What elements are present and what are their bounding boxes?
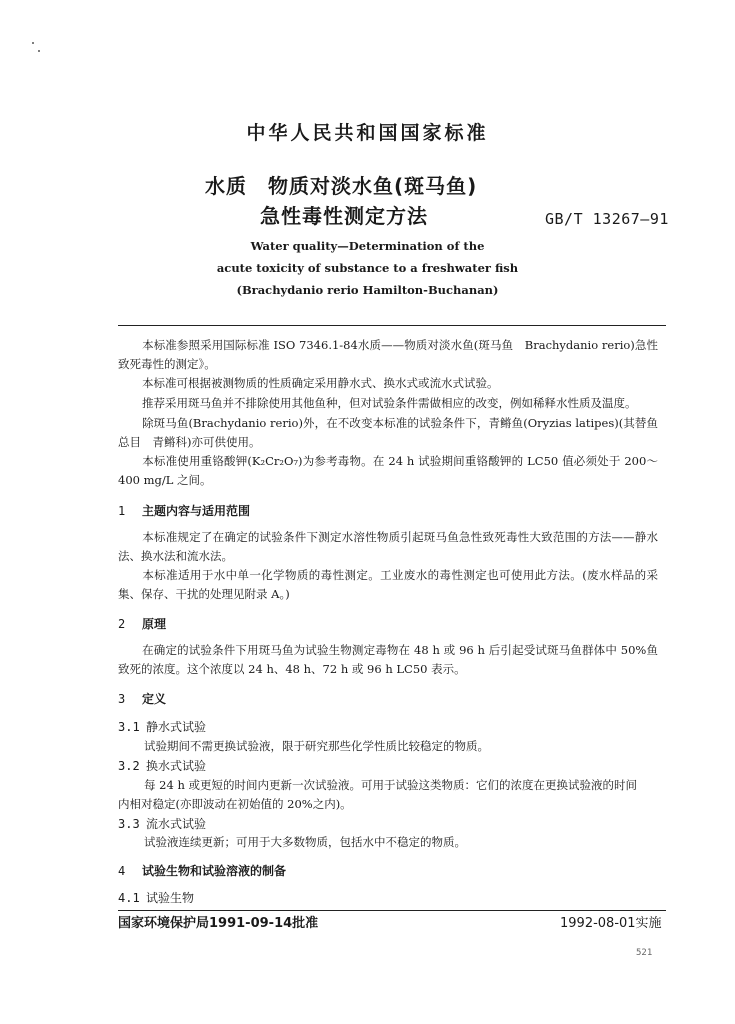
section-1-heading bbox=[118, 502, 250, 519]
section-1-paragraph-1-text: 本标准规定了在确定的试验条件下测定水溶性物质引起斑马鱼急性致死毒性大致范围的方法——静水法、换水法和流水法。 bbox=[118, 530, 658, 563]
subsection-4-1-heading bbox=[118, 889, 194, 906]
country-standard-heading: 中华人民共和国国家标准 bbox=[246, 122, 489, 144]
intro-paragraph-2-text: 本标准可根据被测物质的性质确定采用静水式、换水式或流水式试验。 bbox=[142, 376, 499, 390]
english-title-line-1: Water quality—Determination of the bbox=[250, 239, 485, 253]
english-title-line-2: acute toxicity of substance to a freshwater fish bbox=[216, 261, 519, 275]
title-line-2: 急性毒性测定方法 bbox=[260, 204, 428, 228]
section-1-title: 主题内容与适用范围 bbox=[142, 504, 251, 518]
subsection-3-2-title: 换水式试验 bbox=[146, 759, 207, 773]
subsection-3-1-number: 3.1 bbox=[118, 720, 140, 734]
section-2-heading bbox=[118, 615, 166, 632]
subsection-3-1-title: 静水式试验 bbox=[146, 720, 207, 734]
standard-number: GB/T 13267—91 bbox=[545, 210, 669, 228]
section-4-number: 4 bbox=[118, 864, 126, 878]
section-1-number: 1 bbox=[118, 504, 126, 518]
english-title-line-3: (Brachydanio rerio Hamilton-Buchanan) bbox=[236, 283, 499, 297]
section-3-title: 定义 bbox=[142, 692, 167, 706]
scan-specks bbox=[30, 38, 42, 58]
section-3-number: 3 bbox=[118, 692, 126, 706]
subsection-4-1-title: 试验生物 bbox=[146, 891, 195, 905]
subsection-3-2-text-1: 每 24 h 或更短的时间内更新一次试验液。可用于试验这类物质：它们的浓度在更换试验液的时间 bbox=[144, 778, 638, 792]
subsection-3-3-text: 试验液连续更新；可用于大多数物质，包括水中不稳定的物质。 bbox=[144, 835, 466, 849]
header-divider bbox=[118, 325, 666, 326]
intro-paragraph-1-text: 本标准参照采用国际标准 ISO 7346.1-84水质——物质对淡水鱼(斑马鱼 Brachydanio rerio)急性致死毒性的测定》。 bbox=[118, 338, 658, 371]
section-2-title: 原理 bbox=[142, 617, 167, 631]
intro-paragraph-4 bbox=[118, 414, 658, 452]
section-1-paragraph-2 bbox=[118, 566, 658, 604]
subsection-3-2-number: 3.2 bbox=[118, 759, 140, 773]
subsection-3-1-text: 试验期间不需更换试验液，限于研究那些化学性质比较稳定的物质。 bbox=[144, 739, 489, 753]
subsection-3-3-number: 3.3 bbox=[118, 817, 140, 831]
page-number: 521 bbox=[636, 948, 653, 958]
section-1-paragraph-2-text: 本标准适用于水中单一化学物质的毒性测定。工业废水的毒性测定也可使用此方法。(废水样品的采集、保存、干扰的处理见附录 A。) bbox=[118, 568, 658, 601]
intro-paragraph-4-text: 除斑马鱼(Brachydanio rerio)外，在不改变本标准的试验条件下，青鳉鱼(Oryzias latipes)(其替鱼总目 青鳉科)亦可供使用。 bbox=[118, 416, 658, 449]
intro-paragraph-5-text: 本标准使用重铬酸钾(K₂Cr₂O₇)为参考毒物。在 24 h 试验期间重铬酸钾的 LC50 值必须处于 200～400 mg/L 之间。 bbox=[118, 454, 658, 487]
section-2-number: 2 bbox=[118, 617, 126, 631]
footer-divider bbox=[118, 910, 666, 911]
intro-paragraph-5 bbox=[118, 452, 658, 490]
section-3-heading bbox=[118, 690, 166, 707]
intro-paragraph-2 bbox=[118, 374, 658, 393]
section-4-heading bbox=[118, 862, 286, 879]
subsection-3-3-heading bbox=[118, 815, 206, 832]
title-line-1: 水质 物质对淡水鱼(斑马鱼) bbox=[205, 174, 478, 198]
section-4-title: 试验生物和试验溶液的制备 bbox=[142, 864, 287, 878]
subsection-3-2-heading bbox=[118, 757, 206, 774]
section-1-paragraph-1 bbox=[118, 528, 658, 566]
intro-paragraph-1 bbox=[118, 336, 658, 374]
section-2-paragraph-1 bbox=[118, 641, 658, 679]
section-2-paragraph-1-text: 在确定的试验条件下用斑马鱼为试验生物测定毒物在 48 h 或 96 h 后引起受试斑马鱼群体中 50%鱼致死的浓度。这个浓度以 24 h、48 h、72 h 或 96 h LC50 表示。 bbox=[118, 643, 658, 676]
implementation-date: 1992-08-01实施 bbox=[560, 916, 662, 931]
subsection-4-1-number: 4.1 bbox=[118, 891, 140, 905]
intro-paragraph-3 bbox=[118, 394, 658, 413]
intro-paragraph-3-text: 推荐采用斑马鱼并不排除使用其他鱼种，但对试验条件需做相应的改变，例如稀释水性质及温度。 bbox=[142, 396, 637, 410]
subsection-3-3-title: 流水式试验 bbox=[146, 817, 207, 831]
approval-date: 国家环境保护局1991-09-14批准 bbox=[118, 916, 319, 931]
subsection-3-1-heading bbox=[118, 718, 206, 735]
subsection-3-2-text-2: 内相对稳定(亦即波动在初始值的 20%之内)。 bbox=[118, 797, 352, 811]
